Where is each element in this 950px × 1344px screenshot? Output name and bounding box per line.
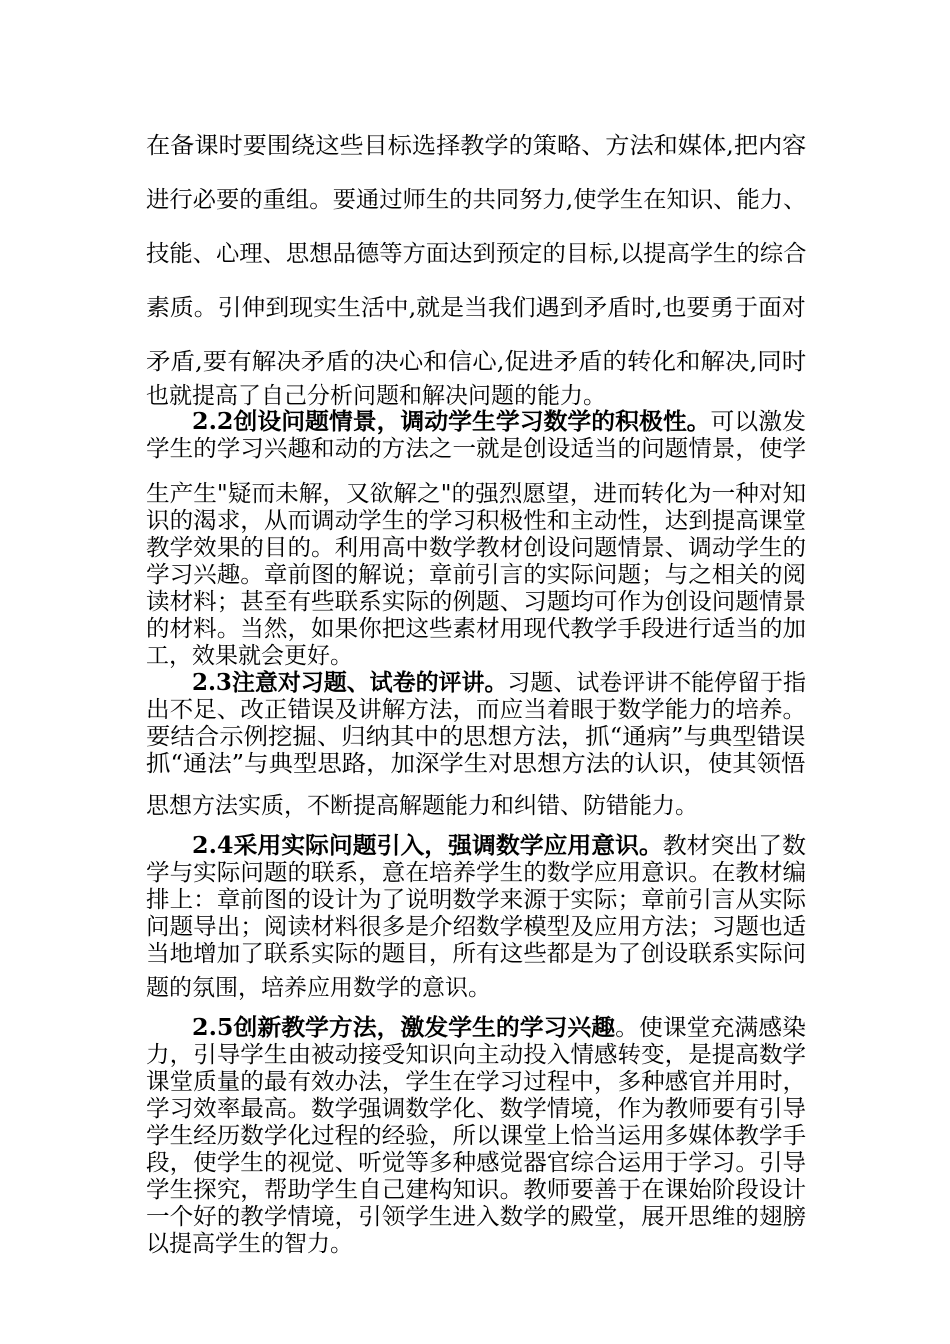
text-line: 一个好的教学情境，引领学生进入数学的殿堂，展开思维的翅膀 (146, 1204, 807, 1230)
text-line: 读材料；甚至有些联系实际的例题、习题均可作为创设问题情景 (146, 589, 807, 615)
text-line: 学习兴趣。章前图的解说；章前引言的实际问题；与之相关的阅 (146, 562, 807, 588)
text-line: 学生的学习兴趣和动的方法之一就是创设适当的问题情景，使学 (146, 436, 807, 462)
text-line: 生产生"疑而未解，又欲解之"的强烈愿望，进而转化为一种对知 (146, 481, 807, 507)
text-line: 在备课时要围绕这些目标选择教学的策略、方法和媒体,把内容 (146, 133, 807, 159)
text-line: 要结合示例挖掘、归纳其中的思想方法，抓“通病”与典型错误 (146, 724, 806, 750)
text-line: 技能、心理、思想品德等方面达到预定的目标,以提高学生的综合 (146, 241, 807, 267)
text-line: 识的渴求，从而调动学生的学习积极性和主动性，达到提高课堂 (146, 508, 807, 534)
text-line: 学生经历数学化过程的经验，所以课堂上恰当运用多媒体教学手 (146, 1123, 807, 1149)
text-line: 思想方法实质，不断提高解题能力和纠错、防错能力。 (146, 793, 698, 819)
section-heading-line (192, 669, 806, 697)
section-heading-2-2: 2.2创设问题情景，调动学生学习数学的积极性。 (192, 408, 711, 435)
text-line: 进行必要的重组。要通过师生的共同努力,使学生在知识、能力、 (146, 187, 807, 213)
text-line: 出不足、改正错误及讲解方法，而应当着眼于数学能力的培养。 (146, 697, 807, 723)
text-line: 力，引导学生由被动接受知识向主动投入情感转变，是提高数学 (146, 1042, 807, 1068)
text-line: 的材料。当然，如果你把这些素材用现代教学手段进行适当的加 (146, 616, 807, 642)
text-line: 问题导出；阅读材料很多是介绍数学模型及应用方法；习题也适 (146, 914, 807, 940)
text-span: 可以激发 (710, 409, 806, 435)
text-line: 段，使学生的视觉、听觉等多种感觉器官综合运用于学习。引导 (146, 1150, 807, 1176)
text-line: 抓“通法”与典型思路，加深学生对思想方法的认识，使其领悟 (146, 751, 806, 777)
section-heading-2-5: 2.5创新教学方法，激发学生的学习兴趣 (192, 1014, 616, 1041)
text-line: 学习效率最高。数学强调数学化、数学情境，作为教师要有引导 (146, 1096, 807, 1122)
text-line: 矛盾,要有解决矛盾的决心和信心,促进矛盾的转化和解决,同时 (146, 349, 807, 375)
text-line: 题的氛围，培养应用数学的意识。 (146, 975, 491, 1001)
text-line: 学生探究，帮助学生自己建构知识。教师要善于在课始阶段设计 (146, 1177, 807, 1203)
text-span: 教材突出了数 (662, 833, 806, 859)
text-line: 素质。引伸到现实生活中,就是当我们遇到矛盾时,也要勇于面对 (146, 295, 806, 321)
section-heading-line (192, 408, 806, 436)
section-heading-line (192, 1014, 806, 1042)
text-line: 教学效果的目的。利用高中数学教材创设问题情景、调动学生的 (146, 535, 807, 561)
section-heading-2-4: 2.4采用实际问题引入，强调数学应用意识。 (192, 832, 663, 859)
text-span: 。使课堂充满感染 (615, 1015, 806, 1041)
text-line: 以提高学生的智力。 (146, 1231, 353, 1257)
text-line: 当地增加了联系实际的题目，所有这些都是为了创设联系实际问 (146, 941, 807, 967)
text-span: 习题、试卷评讲不能停留于指 (507, 670, 806, 696)
section-heading-2-3: 2.3注意对习题、试卷的评讲。 (192, 669, 508, 696)
text-line: 课堂质量的最有效办法，学生在学习过程中，多种感官并用时， (146, 1069, 807, 1095)
text-line: 学与实际问题的联系，意在培养学生的数学应用意识。在教材编 (146, 860, 807, 886)
text-line: 也就提高了自己分析问题和解决问题的能力。 (146, 383, 606, 409)
section-heading-line (192, 832, 806, 860)
text-line: 排上：章前图的设计为了说明数学来源于实际；章前引言从实际 (146, 887, 807, 913)
text-line: 工，效果就会更好。 (146, 643, 353, 669)
